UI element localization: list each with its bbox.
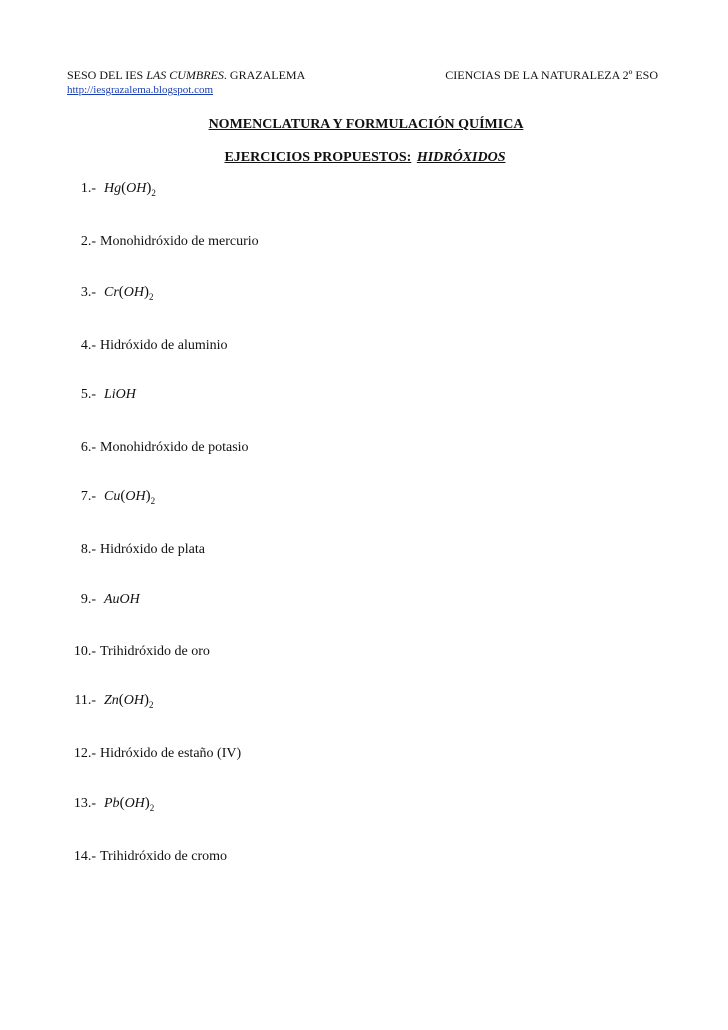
exercise-number: 14.- <box>73 849 96 864</box>
header-subject: CIENCIAS DE LA NATURALEZA 2º ESO <box>445 68 658 82</box>
exercise-number: 10.- <box>73 644 96 659</box>
exercise-item <box>67 849 227 865</box>
exercise-item <box>67 746 241 762</box>
exercise-number: 13.- <box>73 796 96 811</box>
chemical-formula: $Cu(OH)_2$ <box>104 488 156 506</box>
exercise-number: 11.- <box>74 693 96 708</box>
subtitle-prefix: EJERCICIOS PROPUESTOS: <box>224 150 412 165</box>
exercise-item <box>67 644 210 660</box>
exercise-name: Monohidróxido de mercurio <box>100 234 259 249</box>
exercise-name: Monohidróxido de potasio <box>100 440 249 455</box>
formula-subscript: 2 <box>149 700 154 710</box>
header-school-suffix: . GRAZALEMA <box>223 68 306 82</box>
formula-group: OH <box>123 285 145 300</box>
exercise-number: 12.- <box>73 746 96 761</box>
exercise-name: Trihidróxido de oro <box>100 644 210 659</box>
chemical-formula: $Cr(OH)_2$ <box>104 284 154 302</box>
exercise-item <box>67 542 205 558</box>
page-title-text: NOMENCLATURA Y FORMULACIÓN QUÍMICA <box>208 117 524 132</box>
formula-subscript: 2 <box>150 496 156 506</box>
exercise-number: 7.- <box>80 489 96 504</box>
exercise-item <box>67 284 154 302</box>
chemical-formula: $Zn(OH)_2$ <box>104 692 154 710</box>
exercise-subtitle <box>0 150 728 166</box>
formula-group: OH <box>125 489 146 504</box>
formula-element: Pb <box>104 796 120 811</box>
formula-element: Cr <box>104 285 119 300</box>
formula-subscript: 2 <box>149 292 154 302</box>
blog-link[interactable]: http://iesgrazalema.blogspot.com <box>67 84 214 96</box>
chemical-formula: $Hg(OH)_2$ <box>104 180 156 198</box>
formula-element: Cu <box>104 489 121 504</box>
exercise-number: 2.- <box>80 234 96 249</box>
formula-subscript: 2 <box>149 803 155 813</box>
formula-group: OH <box>124 796 145 811</box>
exercise-number: 9.- <box>80 592 96 607</box>
exercise-number: 4.- <box>80 338 96 353</box>
exercise-name: Hidróxido de estaño (IV) <box>100 746 242 761</box>
chemical-formula: LiOH <box>104 387 136 402</box>
formula-group: OH <box>126 181 147 196</box>
exercise-item <box>67 234 259 250</box>
page-title <box>0 117 728 133</box>
exercise-item <box>67 795 154 813</box>
subtitle-topic: HIDRÓXIDOS <box>416 150 506 165</box>
exercise-name: Hidróxido de plata <box>100 542 205 557</box>
exercise-name: Trihidróxido de cromo <box>100 849 228 864</box>
exercise-item <box>67 338 228 354</box>
formula-element: Hg <box>104 181 122 196</box>
exercise-item <box>67 180 156 198</box>
header-school-name: LAS CUMBRES <box>146 68 224 82</box>
header-school <box>67 68 305 83</box>
header-school-prefix: SESO DEL IES <box>67 68 147 82</box>
formula-element: Zn <box>104 693 119 708</box>
exercise-item <box>67 592 140 608</box>
exercise-item <box>67 440 249 456</box>
exercise-number: 1.- <box>80 181 96 196</box>
exercise-name: Hidróxido de aluminio <box>100 338 228 353</box>
exercise-item <box>67 692 154 710</box>
exercise-item <box>67 488 155 506</box>
exercise-number: 5.- <box>80 387 96 402</box>
formula-group: OH <box>123 693 145 708</box>
exercise-number: 6.- <box>80 440 96 455</box>
formula-subscript: 2 <box>151 188 156 198</box>
chemical-formula: $Pb(OH)_2$ <box>104 795 155 813</box>
exercise-number: 8.- <box>80 542 96 557</box>
exercise-number: 3.- <box>80 285 96 300</box>
chemical-formula: AuOH <box>104 592 140 607</box>
exercise-item <box>67 387 136 403</box>
